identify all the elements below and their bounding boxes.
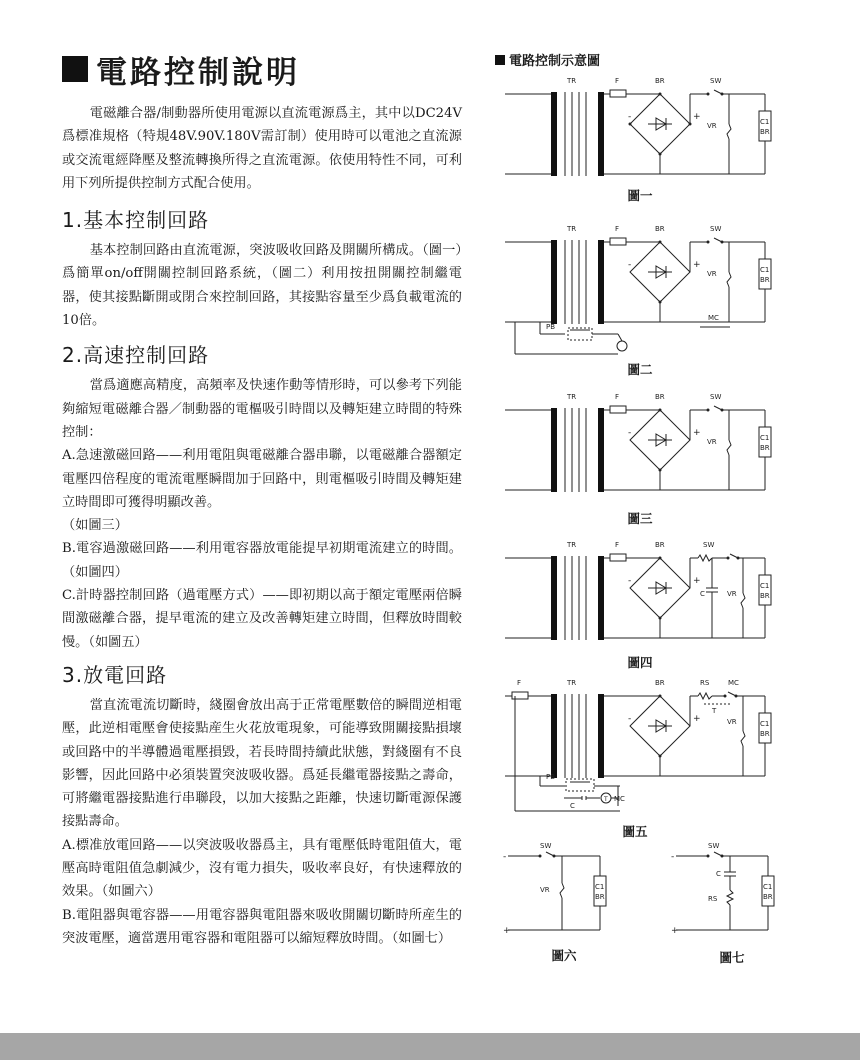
svg-text:BR: BR bbox=[655, 679, 665, 687]
svg-text:RS: RS bbox=[708, 895, 718, 903]
svg-text:-: - bbox=[628, 714, 632, 724]
svg-text:RS: RS bbox=[700, 679, 710, 687]
svg-text:F: F bbox=[517, 679, 522, 687]
section-heading-1: 1.基本控制回路 bbox=[62, 208, 210, 233]
svg-text:C1: C1 bbox=[595, 883, 605, 891]
svg-text:VR: VR bbox=[707, 122, 717, 130]
svg-text:TR: TR bbox=[567, 679, 577, 687]
svg-text:+: + bbox=[693, 260, 701, 270]
svg-text:+: + bbox=[693, 714, 701, 724]
svg-text:C1: C1 bbox=[760, 118, 770, 126]
circuit-diagram-1 bbox=[500, 74, 790, 184]
svg-text:BR: BR bbox=[763, 893, 773, 901]
svg-text:F: F bbox=[615, 225, 620, 233]
svg-text:BR: BR bbox=[760, 592, 770, 600]
svg-text:+: + bbox=[503, 926, 511, 936]
intro-paragraph: 電磁離合器/制動器所使用電源以直流電源爲主，其中以DC24V爲標准規格（特規48V.90V.180V需訂制）使用時可以電池之直流源或交流電經降壓及整流轉換所得之直流電源。依使用特性不同，可利用下列所提供控制方式配合使用。 bbox=[62, 106, 462, 191]
svg-text:F: F bbox=[615, 393, 620, 401]
title-square-bullet bbox=[62, 56, 88, 82]
section-2-paragraph: 當爲適應高精度，高頻率及快速作動等情形時，可以參考下列能夠縮短電磁離合器／制動器的電樞吸引時間以及轉矩建立時間的特殊控制： bbox=[62, 378, 462, 440]
svg-text:SW: SW bbox=[540, 842, 552, 850]
svg-text:TR: TR bbox=[567, 393, 577, 401]
svg-text:C1: C1 bbox=[763, 883, 773, 891]
svg-text:-: - bbox=[503, 852, 507, 862]
section-heading-2: 2.高速控制回路 bbox=[62, 343, 210, 368]
diagram-title-bullet bbox=[495, 55, 505, 65]
svg-text:+: + bbox=[693, 112, 701, 122]
svg-text:BR: BR bbox=[655, 225, 665, 233]
svg-text:BR: BR bbox=[760, 444, 770, 452]
caption-diagram-6: 圖六 bbox=[551, 948, 577, 963]
caption-diagram-5: 圖五 bbox=[622, 824, 648, 839]
section-3-paragraph: 當直流電流切斷時，綫圈會放出高于正常電壓數倍的瞬間逆相電壓，此逆相電壓會使接點産生火花放電現象，可能導致開關接點損壞或回路中的半導體過電壓損毀，若長時間持續此狀態，對綫圈有不良影響，因此回路中必須裝置突波吸收器。爲延長繼電器接點之壽命，可將繼電器接點進行串聯段，以加大接點之距離，快速切斷電源保護接點壽命。 bbox=[62, 697, 462, 830]
svg-text:SW: SW bbox=[710, 393, 722, 401]
svg-text:T: T bbox=[712, 707, 717, 715]
svg-text:C1: C1 bbox=[760, 582, 770, 590]
svg-text:SW: SW bbox=[703, 541, 715, 549]
svg-text:C: C bbox=[570, 802, 575, 810]
svg-text:-: - bbox=[628, 428, 632, 438]
diagram-title-row bbox=[495, 50, 795, 69]
svg-text:TR: TR bbox=[567, 77, 577, 85]
diagram-title: 電路控制示意圖 bbox=[509, 54, 601, 69]
svg-text:BR: BR bbox=[760, 276, 770, 284]
circuit-diagram-2 bbox=[500, 222, 790, 362]
svg-text:MC: MC bbox=[708, 314, 719, 322]
svg-text:C1: C1 bbox=[760, 434, 770, 442]
section-2-item-c: C.計時器控制回路（過電壓方式）——即初期以高于額定電壓兩倍瞬間激磁離合器，提早電流的建立及改善轉矩建立時間，但釋放時間較慢。（如圖五） bbox=[62, 588, 462, 650]
section-3-item-b: B.電阻器與電容器——用電容器與電阻器來吸收開關切斷時所産生的突波電壓，適當選用電容器和電阻器可以縮短釋放時間。（如圖七） bbox=[62, 907, 462, 946]
caption-diagram-2: 圖二 bbox=[627, 362, 653, 377]
svg-text:VR: VR bbox=[727, 718, 737, 726]
title-row bbox=[62, 38, 462, 100]
circuit-diagram-3 bbox=[500, 390, 790, 500]
caption-diagram-7: 圖七 bbox=[719, 950, 745, 965]
svg-text:-: - bbox=[628, 112, 632, 122]
svg-text:SW: SW bbox=[710, 225, 722, 233]
caption-diagram-3: 圖三 bbox=[627, 511, 653, 526]
section-3-item-a: A.標准放電回路——以突波吸收器爲主，具有電壓低時電阻值大，電壓高時電阻值急劇減少，沒有電力損失，吸收率良好，有快速釋放的效果。（如圖六） bbox=[62, 837, 462, 900]
svg-text:BR: BR bbox=[760, 128, 770, 136]
svg-text:C1: C1 bbox=[760, 266, 770, 274]
svg-text:T: T bbox=[604, 796, 608, 803]
circuit-diagram-7 bbox=[668, 838, 788, 938]
circuit-diagram-5 bbox=[500, 676, 790, 816]
svg-text:-: - bbox=[628, 260, 632, 270]
svg-text:+: + bbox=[671, 926, 679, 936]
svg-text:BR: BR bbox=[655, 77, 665, 85]
svg-text:BR: BR bbox=[655, 393, 665, 401]
svg-text:PB: PB bbox=[546, 323, 556, 331]
svg-text:+: + bbox=[693, 428, 701, 438]
svg-text:BR: BR bbox=[760, 730, 770, 738]
svg-text:+: + bbox=[693, 576, 701, 586]
svg-text:-: - bbox=[671, 852, 675, 862]
caption-diagram-4: 圖四 bbox=[627, 655, 653, 670]
svg-text:PB: PB bbox=[546, 773, 556, 781]
diagram-column bbox=[495, 50, 795, 69]
section-1-paragraph: 基本控制回路由直流電源，突波吸收回路及開關所構成。（圖一）爲簡單on/off開關控制回路系統，（圖二）利用按扭開關控制繼電器，使其接點斷開或閉合來控制回路，其接點容量至少爲負載電流的10倍。 bbox=[62, 243, 462, 329]
svg-text:C: C bbox=[700, 590, 705, 598]
section-2-item-b: B.電容過激磁回路——利用電容器放電能提早初期電流建立的時間。（如圖四） bbox=[62, 541, 462, 580]
svg-text:VR: VR bbox=[707, 438, 717, 446]
text-column bbox=[62, 38, 462, 950]
circuit-diagram-6 bbox=[500, 838, 620, 938]
svg-text:C: C bbox=[716, 870, 721, 878]
footer-bar bbox=[0, 1033, 860, 1060]
svg-text:VR: VR bbox=[540, 886, 550, 894]
section-2-ref: （如圖三） bbox=[62, 518, 128, 534]
svg-text:SW: SW bbox=[708, 842, 720, 850]
svg-text:BR: BR bbox=[595, 893, 605, 901]
svg-text:BR: BR bbox=[655, 541, 665, 549]
svg-text:-: - bbox=[628, 576, 632, 586]
svg-text:TR: TR bbox=[567, 541, 577, 549]
svg-text:TR: TR bbox=[567, 225, 577, 233]
circuit-diagram-4 bbox=[500, 538, 790, 648]
svg-text:C1: C1 bbox=[760, 720, 770, 728]
svg-text:VR: VR bbox=[707, 270, 717, 278]
section-heading-3: 3.放電回路 bbox=[62, 662, 168, 687]
svg-text:MC: MC bbox=[614, 795, 625, 803]
caption-diagram-1: 圖一 bbox=[627, 188, 653, 203]
page-title: 電路控制說明 bbox=[96, 54, 300, 91]
svg-text:VR: VR bbox=[727, 590, 737, 598]
svg-text:F: F bbox=[615, 541, 620, 549]
svg-text:F: F bbox=[615, 77, 620, 85]
svg-text:MC: MC bbox=[728, 679, 739, 687]
svg-text:SW: SW bbox=[710, 77, 722, 85]
section-2-item-a: A.急速激磁回路——利用電阻與電磁離合器串聯，以電磁離合器額定電壓四倍程度的電流電壓瞬間加于回路中，則電樞吸引時間及轉矩建立時間即可獲得明顯改善。 bbox=[62, 448, 462, 510]
